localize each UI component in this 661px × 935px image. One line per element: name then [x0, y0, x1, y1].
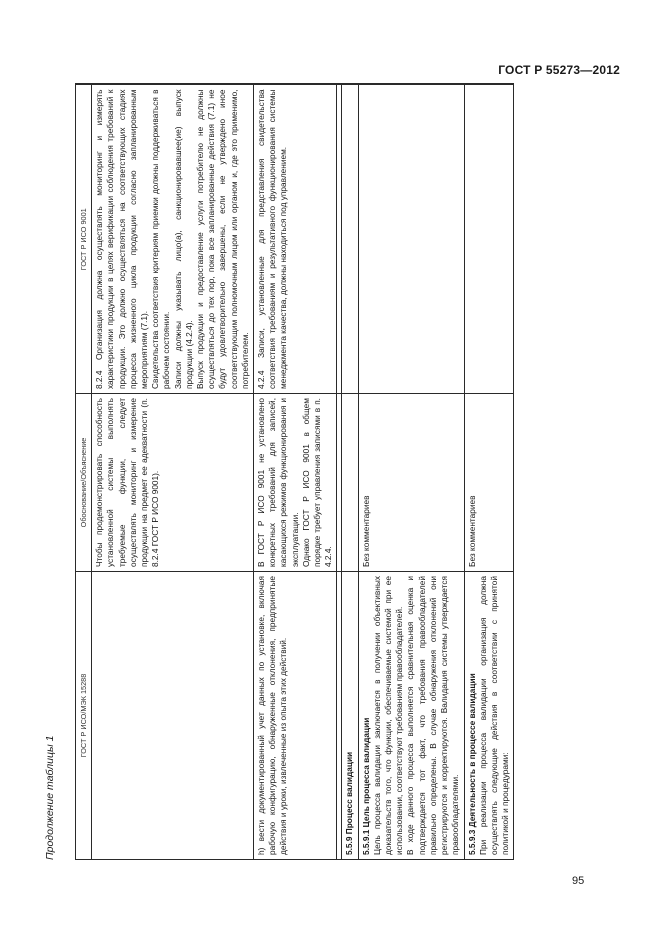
table-cell — [342, 85, 358, 394]
subsection-heading: 5.5.9.1 Цель процесса валидации — [360, 717, 371, 855]
cell-text: Чтобы продемонстрировать способность установленной системы выполнять требуемые функции, следует осуществлять мониторинг и измерение продукции на предмет ее адекватности (п. 8.2.4 ГОСТ Р ИСО 9001). — [94, 398, 161, 567]
standard-designation: ГОСТ Р 55273—2012 — [498, 63, 620, 77]
cell-text: Выпуск продукции и предоставление услуги потребителю не должны осуществляться до тех пор, пока все запланированные действия (7.1) не будут удовлетворительно завершены, если не утверждено иное соответствующим полномочным лицом или органом и, где это применимо, потребителем. — [195, 89, 250, 389]
cell-text: При реализации процесса валидации организация должна осуществлять следующие действия в соответствии с принятой политикой и процедурами: — [477, 576, 511, 855]
column-header-iso15288: ГОСТ Р ИСО/МЭК 15288 — [76, 572, 92, 860]
comment-text: Без комментариев — [360, 495, 371, 567]
comparison-table — [75, 84, 514, 861]
cell-text: В ГОСТ Р ИСО 9001 не установлено конкретных требований для записей, касающихся режимов функционирования и эксплуатации. — [256, 398, 300, 567]
cell-text: h) вести документированный учет данных по установке, включая рабочую конфигурацию, обнаруженные отклонения, предпринятые действия и уроки, извлеченные из опыта этих действий. — [256, 576, 289, 855]
table-caption: Продолжение таблицы 1 — [44, 735, 56, 860]
table-row — [358, 85, 464, 860]
cell-text: 8.2.4 Организация должна осуществлять мониторинг и измерять характеристики продукции в целях верификации соблюдения требований к продукции. Это должно осуществляться на соответствующих стадиях процесса жизненного цикла продукции согласно запланированным мероприятиям (7.1). — [94, 89, 150, 389]
table-cell — [254, 85, 337, 394]
table-header-row — [76, 85, 92, 860]
comment-text: Без комментариев — [466, 495, 477, 567]
rotated-table-area — [42, 85, 602, 860]
cell-text: 4.2.4 Записи, установленные для представления свидетельства соответствия требованиям и результативного функционирования системы менеджмента качества, должны находиться под управлением. — [256, 89, 289, 389]
table-row — [464, 85, 514, 860]
table-cell — [464, 85, 514, 394]
table-row — [254, 85, 337, 860]
table-cell — [92, 85, 254, 394]
table-cell — [464, 572, 514, 860]
cell-text: Записи должны указывать лицо(а), санкционировавшее(ие) выпуск продукции (4.2.4). — [172, 89, 194, 389]
table-cell — [358, 394, 464, 572]
column-header-iso9001: ГОСТ Р ИСО 9001 — [76, 85, 92, 394]
table-row — [92, 85, 254, 860]
table-cell — [92, 572, 254, 860]
table-cell — [358, 572, 464, 860]
cell-text: В ходе данного процесса выполняется сравнительная оценка и подтверждается тот факт, что требования правообладателей правильно определены. В случае обнаружения отклонений они регистрируются и корректируются. Валидация системы утверждается правообладателями. — [405, 576, 461, 855]
table-cell — [92, 394, 254, 572]
column-header-rationale: Обоснование/Объяснение — [76, 394, 92, 572]
subsection-heading: 5.5.9.3 Деятельность в процессе валидации — [466, 673, 477, 855]
section-row — [342, 85, 358, 860]
section-heading: 5.5.9 Процесс валидации — [344, 751, 355, 855]
table-cell — [358, 85, 464, 394]
table-cell — [342, 394, 358, 572]
table-cell — [254, 394, 337, 572]
table-cell — [464, 394, 514, 572]
cell-text: Однако ГОСТ Р ИСО 9001 в общем порядке требует управления записями в п. 4.2.4. — [300, 398, 334, 567]
cell-text: Свидетельства соответствия критериям приемки должны поддерживаться в рабочем состоянии. — [150, 89, 172, 389]
cell-text: Цель процесса валидации заключается в получении объективных доказательств того, что функции, обеспечиваемые системой при ее использовании, соответствуют требованиям правообладателей. — [371, 576, 405, 855]
page-number: 95 — [572, 875, 585, 887]
section-title — [342, 572, 358, 860]
table-cell — [254, 572, 337, 860]
